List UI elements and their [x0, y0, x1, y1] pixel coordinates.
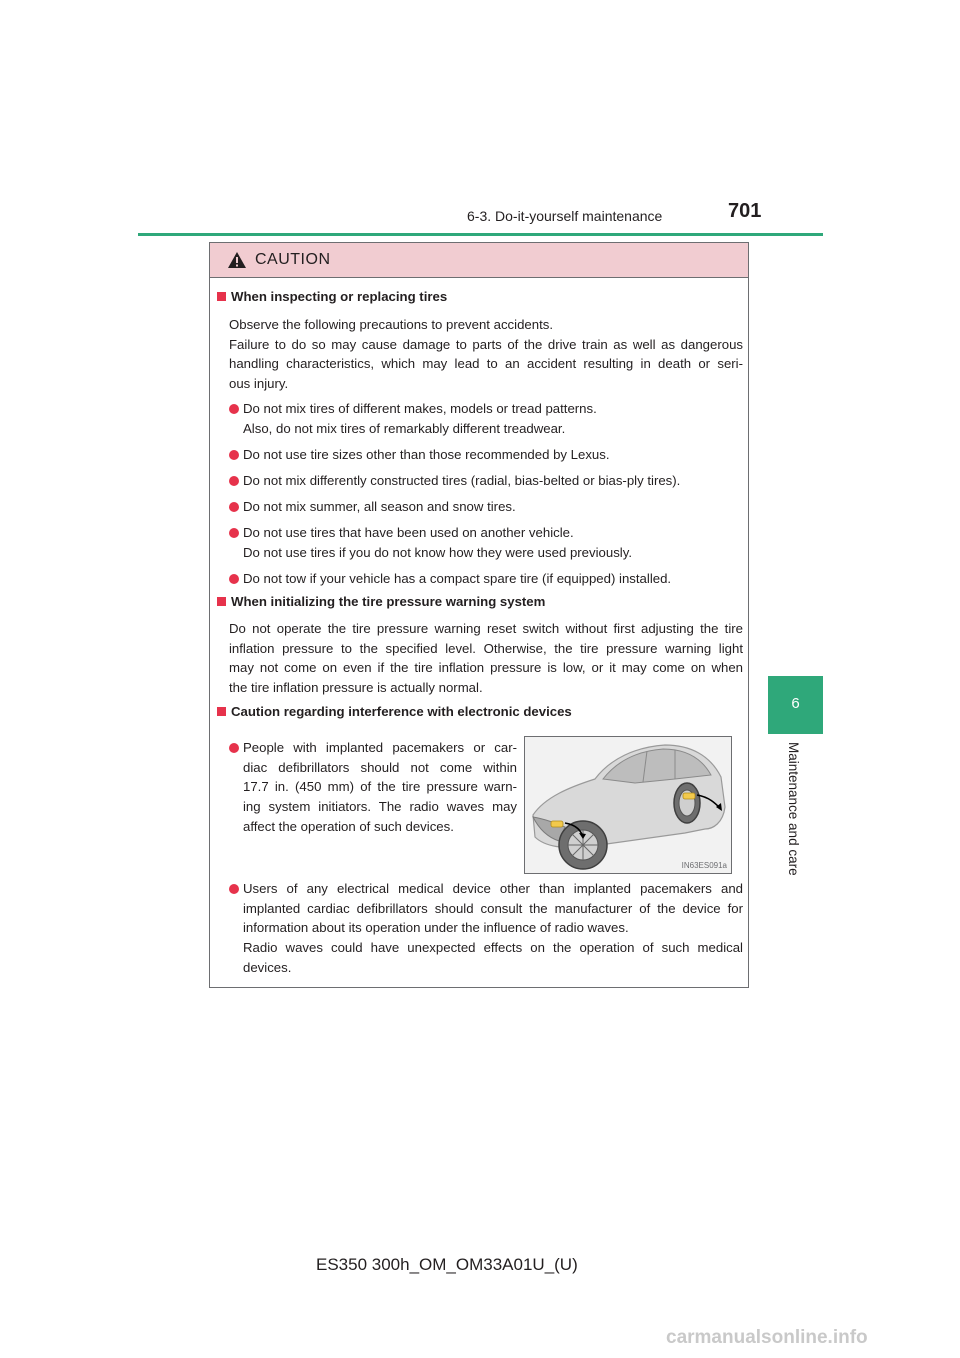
text-line: ing system initiators. The radio waves may [243, 799, 517, 815]
bullet-dot-icon [229, 574, 239, 584]
section-heading-tpws [217, 594, 545, 609]
page-header [0, 0, 960, 240]
section-heading-interference [217, 704, 572, 719]
heading-text: When inspecting or replacing tires [231, 289, 448, 304]
text-line: affect the operation of such devices. [243, 818, 454, 834]
document-code: ES350 300h_OM_OM33A01U_(U) [316, 1255, 578, 1274]
text-line: Also, do not mix tires of remarkably different treadwear. [243, 420, 566, 436]
text-line: People with implanted pacemakers or car- [243, 740, 517, 755]
bullet-dot-icon [229, 528, 239, 538]
text-line: Do not use tire sizes other than those recommended by Lexus. [243, 447, 610, 462]
bullet-dot-icon [229, 502, 239, 512]
text-line: handling characteristics, which may lead to an accident resulting in death or seri- [229, 356, 743, 372]
caution-title: CAUTION [255, 251, 331, 268]
header-rule [138, 233, 823, 236]
text-line: Failure to do so may cause damage to parts of the drive train as well as dangerous [229, 336, 743, 352]
bullet-dot-icon [229, 743, 239, 753]
chapter-number: 6 [791, 695, 800, 712]
text-line: Do not tow if your vehicle has a compact spare tire (if equipped) installed. [243, 571, 672, 586]
chapter-tab [768, 676, 823, 734]
watermark: carmanualsonline.info [666, 1327, 868, 1348]
text-line: 17.7 in. (450 mm) of the tire pressure warn- [243, 779, 517, 795]
square-bullet-icon [217, 292, 226, 301]
section1-intro [229, 315, 743, 394]
text-line: Radio waves could have unexpected effects on the operation of such medical [243, 940, 743, 956]
text-line: Observe the following precautions to prevent accidents. [229, 317, 554, 332]
car-tire-sensor-figure [524, 736, 732, 874]
text-line: Do not mix tires of different makes, models or tread patterns. [243, 401, 597, 416]
text-line: inflation pressure to the specified level. Otherwise, the tire pressure warning light [229, 640, 743, 656]
caution-box [209, 242, 749, 988]
bullet-dot-icon [229, 476, 239, 486]
text-line: Do not operate the tire pressure warning reset switch without first adjusting the tire [229, 621, 743, 636]
text-line: implanted cardiac defibrillators should consult the manufacturer of the device for [243, 900, 743, 916]
bullet-dot-icon [229, 884, 239, 894]
section-title: 6-3. Do-it-yourself maintenance [467, 208, 663, 224]
text-line: diac defibrillators should not come within [243, 759, 517, 775]
text-line: ous injury. [229, 376, 289, 392]
text-line: devices. [243, 959, 292, 975]
warning-triangle-icon [227, 251, 247, 269]
bullet-dot-icon [229, 450, 239, 460]
car-illustration [525, 737, 731, 873]
text-line: Do not mix summer, all season and snow tires. [243, 499, 516, 514]
heading-text: Caution regarding interference with electronic devices [231, 704, 572, 719]
chapter-label: Maintenance and care [786, 742, 801, 876]
square-bullet-icon [217, 707, 226, 716]
bullet-dot-icon [229, 404, 239, 414]
text-line: may not come on even if the tire inflation pressure is low, or it may come on when [229, 660, 743, 676]
section-heading-inspecting [217, 289, 447, 304]
page-number: 701 [728, 200, 762, 222]
text-line: Do not use tires if you do not know how they were used previously. [243, 544, 632, 560]
text-line: the tire inflation pressure is actually normal. [229, 680, 483, 696]
section2-text [229, 619, 743, 698]
text-line: Do not mix differently constructed tires (radial, bias-belted or bias-ply tires). [243, 473, 681, 488]
figure-code: IN63ES091a [681, 861, 727, 870]
text-line: information about its operation under the influence of radio waves. [243, 920, 629, 936]
heading-text: When initializing the tire pressure warning system [231, 594, 546, 609]
text-line: Users of any electrical medical device other than implanted pacemakers and [243, 881, 743, 896]
caution-header [210, 243, 748, 278]
text-line: Do not use tires that have been used on another vehicle. [243, 525, 574, 540]
square-bullet-icon [217, 597, 226, 606]
